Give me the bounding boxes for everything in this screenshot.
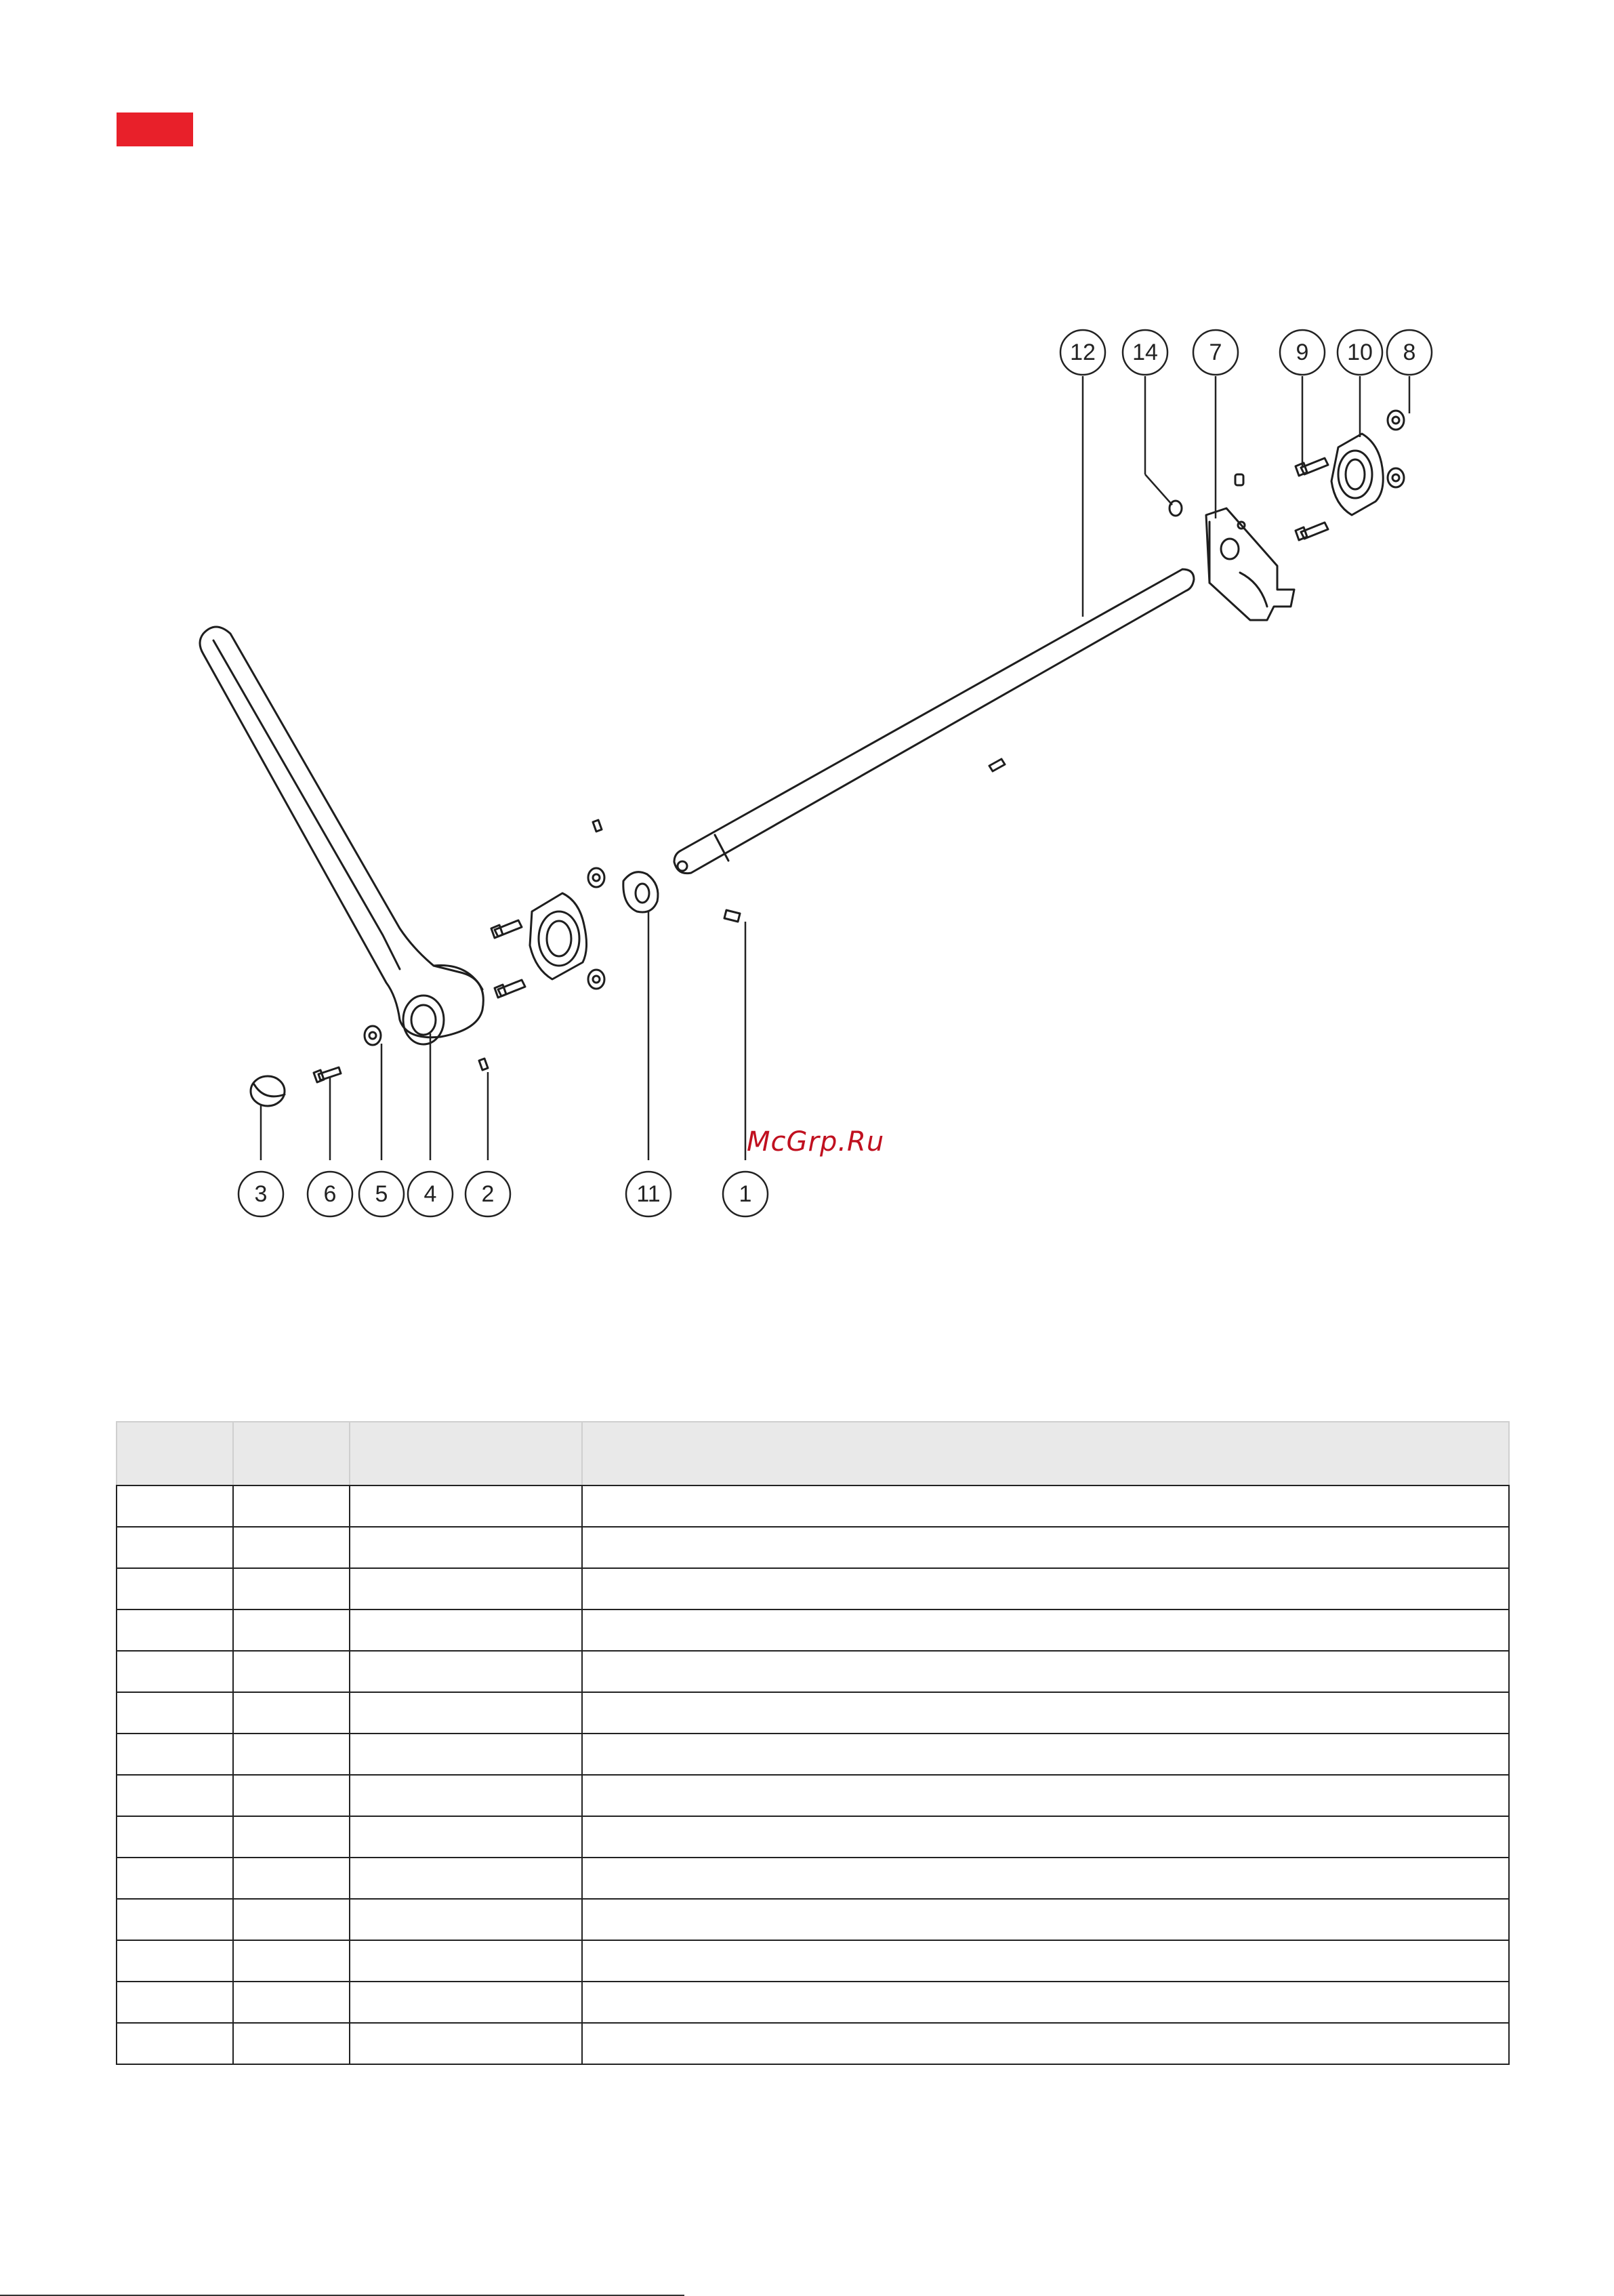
bolt-right-lower	[1296, 522, 1328, 540]
table-row	[117, 1568, 1509, 1610]
table-row	[117, 2023, 1509, 2064]
nut-right-upper	[1388, 411, 1404, 430]
callout-6: 6	[323, 1181, 337, 1207]
key-part	[724, 910, 740, 922]
table-cell	[233, 1775, 350, 1816]
table-cell	[350, 1816, 582, 1858]
table-cell	[350, 1734, 582, 1775]
callout-7: 7	[1209, 340, 1222, 365]
screw-part	[314, 1067, 341, 1082]
table-cell	[117, 2023, 233, 2064]
table-cell	[350, 1899, 582, 1940]
cap-part	[251, 1076, 285, 1106]
callout-14: 14	[1132, 340, 1158, 365]
bolt-right-upper	[1296, 458, 1328, 476]
shaft-part	[674, 569, 1194, 874]
table-row	[117, 1775, 1509, 1816]
table-cell	[582, 1858, 1509, 1899]
callout-11: 11	[636, 1181, 661, 1207]
table-cell	[582, 2023, 1509, 2064]
table-cell	[350, 1692, 582, 1734]
table-cell	[117, 1899, 233, 1940]
flange-bearing-right	[1331, 434, 1383, 515]
table-cell	[117, 1610, 233, 1651]
pin-part-upper	[593, 820, 602, 832]
table-cell	[233, 1858, 350, 1899]
table-cell	[117, 1816, 233, 1858]
table-cell	[350, 2023, 582, 2064]
table-cell	[233, 1734, 350, 1775]
callout-12: 12	[1070, 340, 1096, 365]
bolt-left-lower	[495, 980, 525, 998]
table-cell	[582, 1899, 1509, 1940]
table-cell	[350, 1651, 582, 1692]
table-cell	[350, 1610, 582, 1651]
table-cell	[350, 1940, 582, 1982]
table-cell	[117, 1485, 233, 1527]
table-cell	[233, 1485, 350, 1527]
column-header	[233, 1422, 350, 1485]
table-cell	[117, 1858, 233, 1899]
table-row	[117, 1692, 1509, 1734]
table-cell	[233, 1527, 350, 1568]
table-row	[117, 1816, 1509, 1858]
table-cell	[350, 1568, 582, 1610]
table-cell	[350, 1775, 582, 1816]
table-cell	[582, 1527, 1509, 1568]
table-cell	[582, 1485, 1509, 1527]
lever-arm-part	[200, 627, 483, 1044]
table-row	[117, 1899, 1509, 1940]
collar-part	[623, 872, 658, 912]
table-cell	[350, 1858, 582, 1899]
table-cell	[582, 1816, 1509, 1858]
callout-8: 8	[1403, 340, 1416, 365]
table-row	[117, 1982, 1509, 2023]
callout-5: 5	[375, 1181, 388, 1207]
column-header	[582, 1422, 1509, 1485]
parts-table	[116, 1421, 1510, 2065]
bolt-left-upper	[491, 920, 522, 938]
table-cell	[233, 1692, 350, 1734]
table-cell	[233, 1610, 350, 1651]
callout-10: 10	[1347, 340, 1373, 365]
table-row	[117, 1610, 1509, 1651]
table-cell	[117, 1692, 233, 1734]
table-cell	[117, 1527, 233, 1568]
nut-left-lower	[588, 970, 604, 989]
table-cell	[117, 1651, 233, 1692]
washer-part	[365, 1026, 381, 1045]
column-header	[117, 1422, 233, 1485]
pin-part	[479, 1059, 488, 1070]
table-cell	[582, 1610, 1509, 1651]
table-cell	[117, 1940, 233, 1982]
callout-2: 2	[481, 1181, 495, 1207]
bracket-part	[1206, 508, 1294, 620]
callout-3: 3	[254, 1181, 268, 1207]
nut-left-upper	[588, 868, 604, 887]
table-cell	[233, 1899, 350, 1940]
table-cell	[350, 1527, 582, 1568]
table-cell	[350, 1485, 582, 1527]
callout-4: 4	[423, 1181, 437, 1207]
table-row	[117, 1527, 1509, 1568]
table-cell	[582, 1775, 1509, 1816]
nut-right-lower	[1388, 468, 1404, 487]
column-header	[350, 1422, 582, 1485]
watermark: McGrp.Ru	[747, 1126, 885, 1157]
flange-bearing-left	[530, 893, 587, 979]
table-cell	[117, 1982, 233, 2023]
set-screw-upper	[1235, 474, 1243, 485]
table-row	[117, 1485, 1509, 1527]
key-part-upper	[989, 759, 1005, 771]
callout-1: 1	[739, 1181, 752, 1207]
table-cell	[582, 1692, 1509, 1734]
table-cell	[582, 1734, 1509, 1775]
table-cell	[117, 1775, 233, 1816]
table-cell	[233, 2023, 350, 2064]
table-row	[117, 1734, 1509, 1775]
table-cell	[233, 1816, 350, 1858]
table-cell	[117, 1734, 233, 1775]
table-row	[117, 1651, 1509, 1692]
table-cell	[233, 1651, 350, 1692]
table-cell	[582, 1940, 1509, 1982]
parts-table-header	[117, 1422, 1509, 1485]
table-cell	[233, 1982, 350, 2023]
table-cell	[350, 1982, 582, 2023]
table-cell	[582, 1651, 1509, 1692]
table-cell	[582, 1568, 1509, 1610]
table-cell	[233, 1940, 350, 1982]
table-row	[117, 1858, 1509, 1899]
table-cell	[582, 1982, 1509, 2023]
callout-9: 9	[1296, 340, 1309, 365]
table-cell	[233, 1568, 350, 1610]
table-row	[117, 1940, 1509, 1982]
table-cell	[117, 1568, 233, 1610]
